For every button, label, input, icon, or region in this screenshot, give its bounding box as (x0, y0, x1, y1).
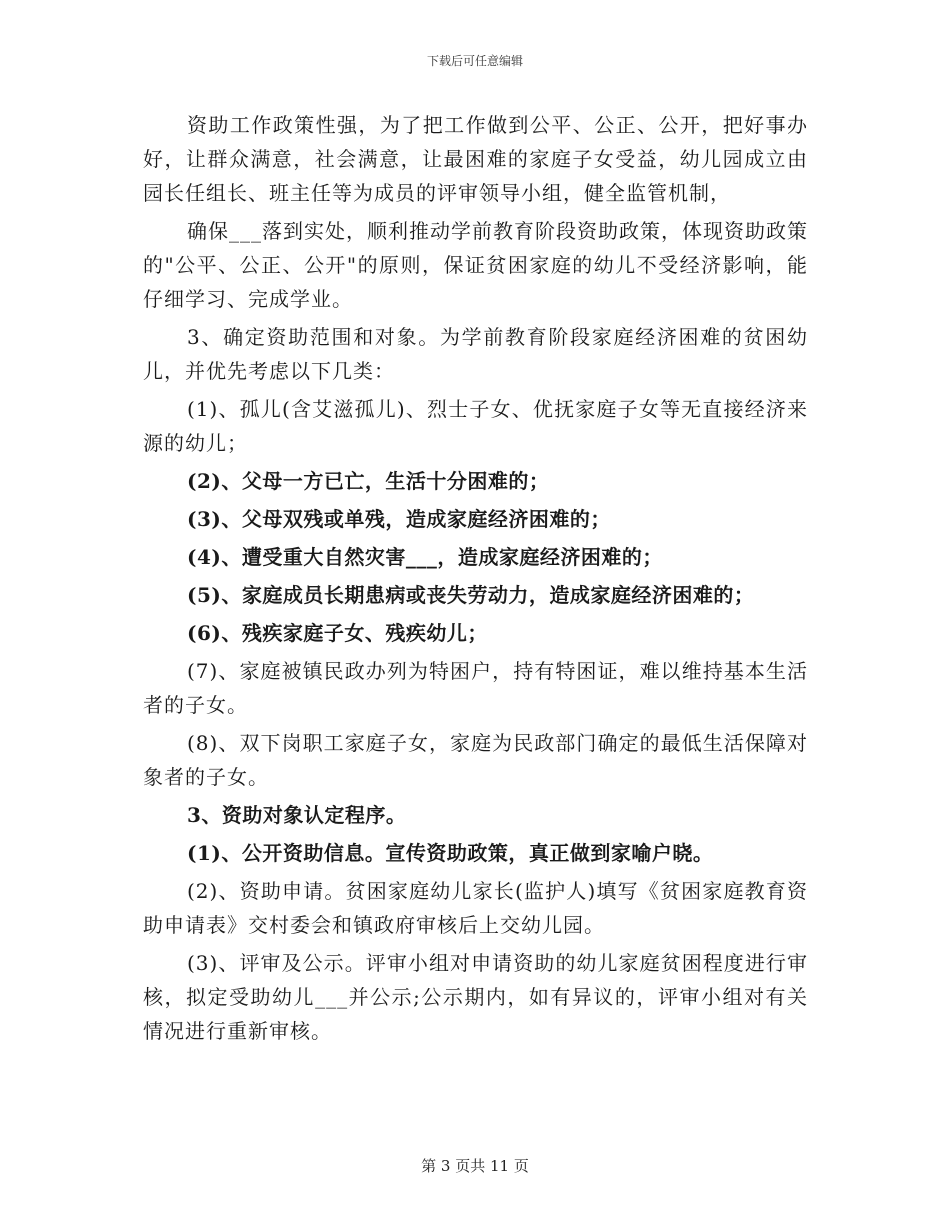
page-header: 下载后可任意编辑 (426, 54, 523, 68)
list-item: (3)、父母双残或单残，造成家庭经济困难的； (187, 507, 611, 531)
list-item: (1)、孤儿(含艾滋孤儿)、烈士子女、优抚家庭子女等无直接经济来源的幼儿； (143, 397, 808, 455)
list-item: (1)、公开资助信息。宣传资助政策，真正做到家喻户晓。 (187, 841, 714, 865)
list-item: (8)、双下岗职工家庭子女，家庭为民政部门确定的最低生活保障对象者的子女。 (143, 731, 808, 789)
paragraph: 确保___落到实处，顺利推动学前教育阶段资助政策，体现资助政策的"公平、公正、公开"的原则，保证贫困家庭的幼儿不受经济影响，能仔细学习、完成学业。 (143, 219, 808, 311)
list-item: (2)、父母一方已亡，生活十分困难的； (187, 469, 550, 493)
paragraph: 3、确定资助范围和对象。为学前教育阶段家庭经济困难的贫困幼儿，并优先考虑以下几类： (143, 325, 808, 383)
list-item: (2)、资助申请。贫困家庭幼儿家长(监护人)填写《贫困家庭教育资助申请表》交村委会和镇政府审核后上交幼儿园。 (143, 879, 808, 937)
list-item: (5)、家庭成员长期患病或丧失劳动力，造成家庭经济困难的； (187, 583, 755, 607)
page-footer: 第 3 页共 11 页 (421, 1157, 529, 1175)
document-body (143, 108, 808, 1052)
paragraph: 资助工作政策性强，为了把工作做到公平、公正、公开，把好事办好，让群众满意，社会满意，让最困难的家庭子女受益，幼儿园成立由园长任组长、班主任等为成员的评审领导小组，健全监管机制， (143, 113, 808, 205)
section-heading: 3、资助对象认定程序。 (187, 803, 407, 827)
list-item: (7)、家庭被镇民政办列为特困户，持有特困证，难以维持基本生活者的子女。 (143, 659, 808, 717)
list-item: (4)、遭受重大自然灾害___，造成家庭经济困难的； (187, 545, 663, 569)
list-item: (6)、残疾家庭子女、残疾幼儿； (187, 621, 488, 645)
list-item: (3)、评审及公示。评审小组对申请资助的幼儿家庭贫困程度进行审核，拟定受助幼儿___并公示;公示期内，如有异议的，评审小组对有关情况进行重新审核。 (143, 951, 808, 1043)
